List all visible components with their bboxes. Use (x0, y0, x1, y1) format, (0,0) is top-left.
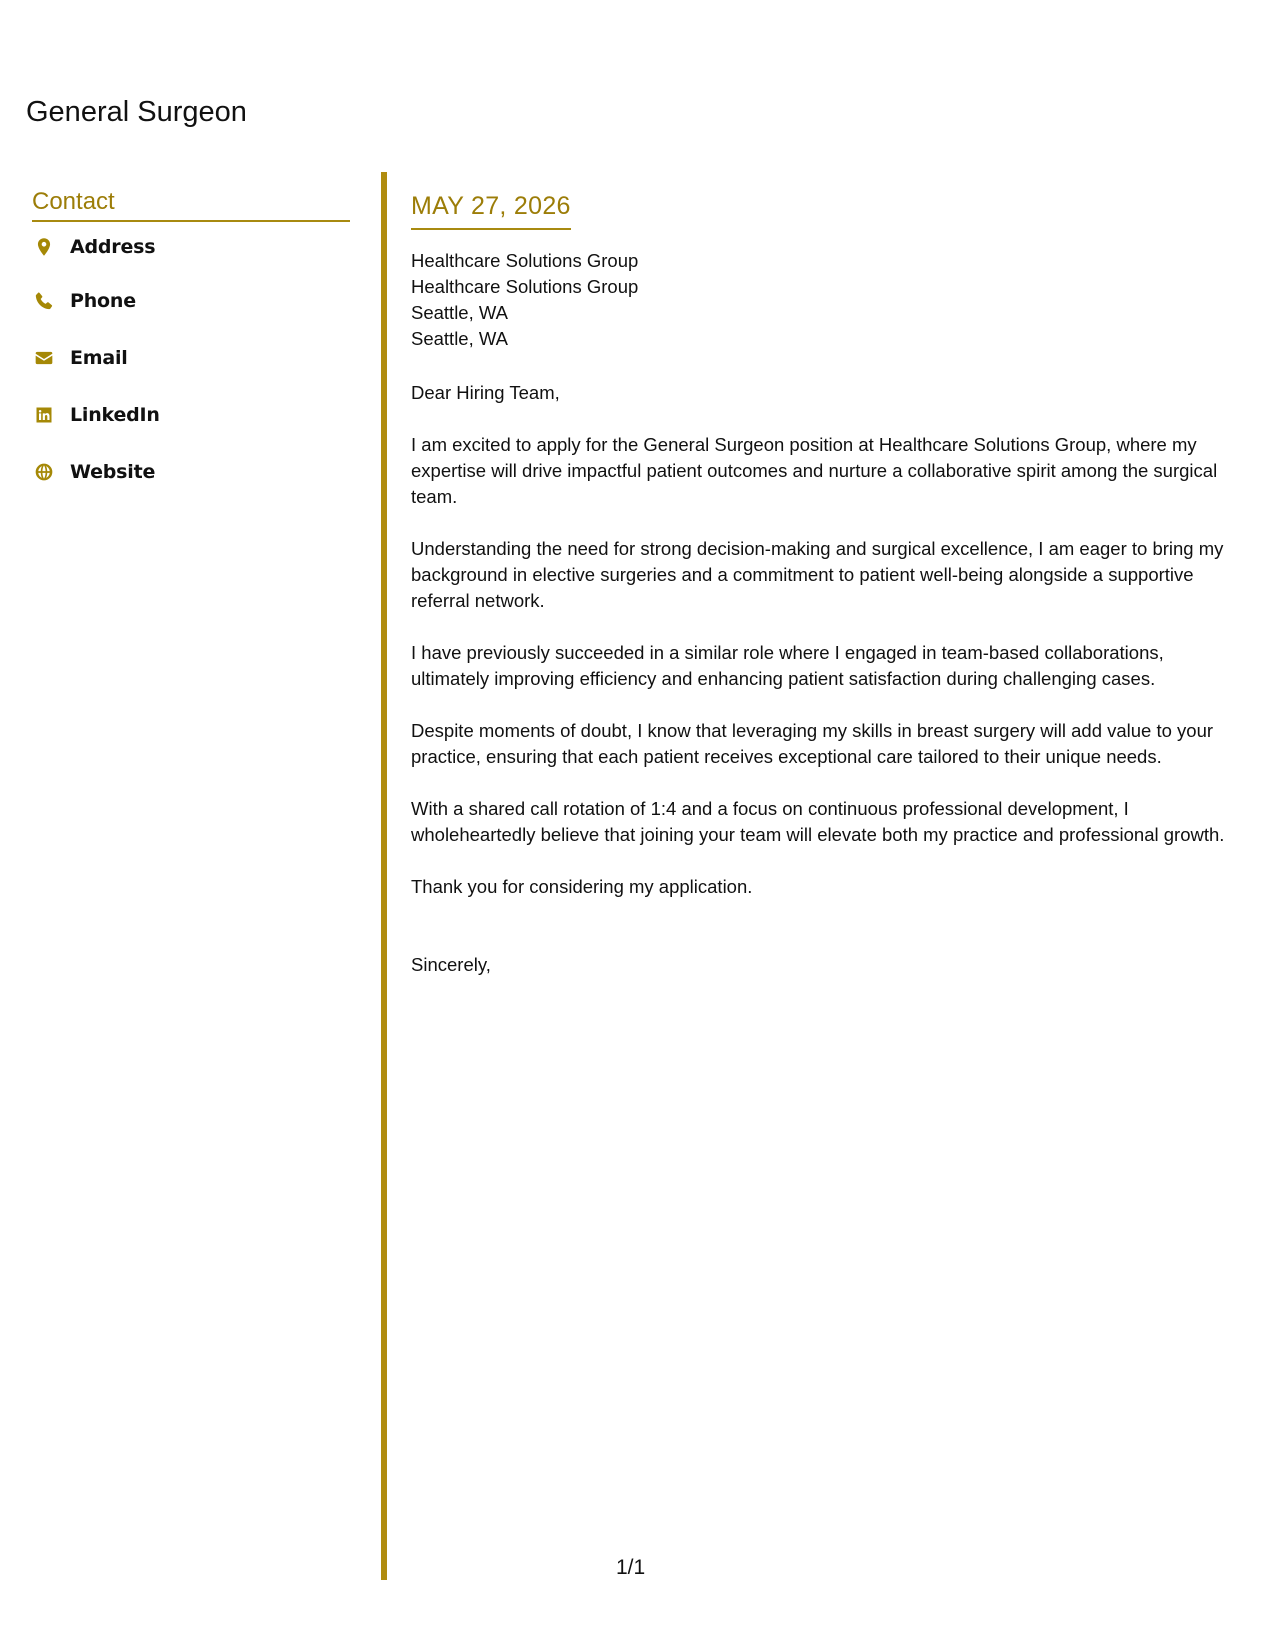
recipient-line: Healthcare Solutions Group (411, 276, 639, 297)
contact-item-address (32, 222, 350, 272)
salutation: Dear Hiring Team, (411, 382, 560, 403)
contact-sidebar (32, 188, 350, 500)
recipient-line: Seattle, WA (411, 328, 508, 349)
globe-icon (32, 460, 56, 484)
cover-letter (411, 190, 1241, 978)
vertical-divider (381, 172, 387, 1580)
recipient-line: Seattle, WA (411, 302, 508, 323)
recipient-block (411, 248, 1241, 352)
recipient-line: Healthcare Solutions Group (411, 250, 639, 271)
envelope-icon (32, 346, 56, 370)
contact-list (32, 222, 350, 500)
contact-label-linkedin: LinkedIn (70, 403, 160, 426)
body-paragraph: Understanding the need for strong decision-making and surgical excellence, I am eager to bring my background in elective surgeries and a commitment to patient well-being alongside a supportive referral network. (411, 538, 1224, 611)
signoff: Sincerely, (411, 954, 491, 975)
contact-label-website: Website (70, 460, 156, 483)
body-paragraph: I have previously succeeded in a similar role where I engaged in team-based collaborations, ultimately improving efficiency and enhancing patient satisfaction during challenging cases. (411, 642, 1164, 689)
letter-date: MAY 27, 2026 (411, 190, 571, 230)
contact-label-email: Email (70, 346, 128, 369)
contact-label-address: Address (70, 236, 156, 258)
map-pin-icon (32, 235, 56, 259)
contact-item-phone (32, 272, 350, 329)
contact-label-phone: Phone (70, 289, 136, 312)
linkedin-icon (32, 403, 56, 427)
contact-item-email (32, 329, 350, 386)
body-paragraph: Despite moments of doubt, I know that leveraging my skills in breast surgery will add value to your practice, ensuring that each patient receives exceptional care tailored to their unique needs. (411, 720, 1214, 767)
page-number: 1/1 (616, 1556, 646, 1579)
contact-heading: Contact (32, 188, 350, 222)
contact-item-linkedin (32, 386, 350, 443)
body-paragraph: I am excited to apply for the General Surgeon position at Healthcare Solutions Group, where my expertise will drive impactful patient outcomes and nurture a collaborative spirit among the surgical team. (411, 434, 1218, 507)
phone-icon (32, 289, 56, 313)
page-title: General Surgeon (26, 96, 247, 128)
contact-item-website (32, 443, 350, 500)
closing-thanks: Thank you for considering my application. (411, 876, 753, 897)
body-paragraph: With a shared call rotation of 1:4 and a focus on continuous professional development, I wholeheartedly believe that joining your team will elevate both my practice and professional growth. (411, 798, 1225, 845)
